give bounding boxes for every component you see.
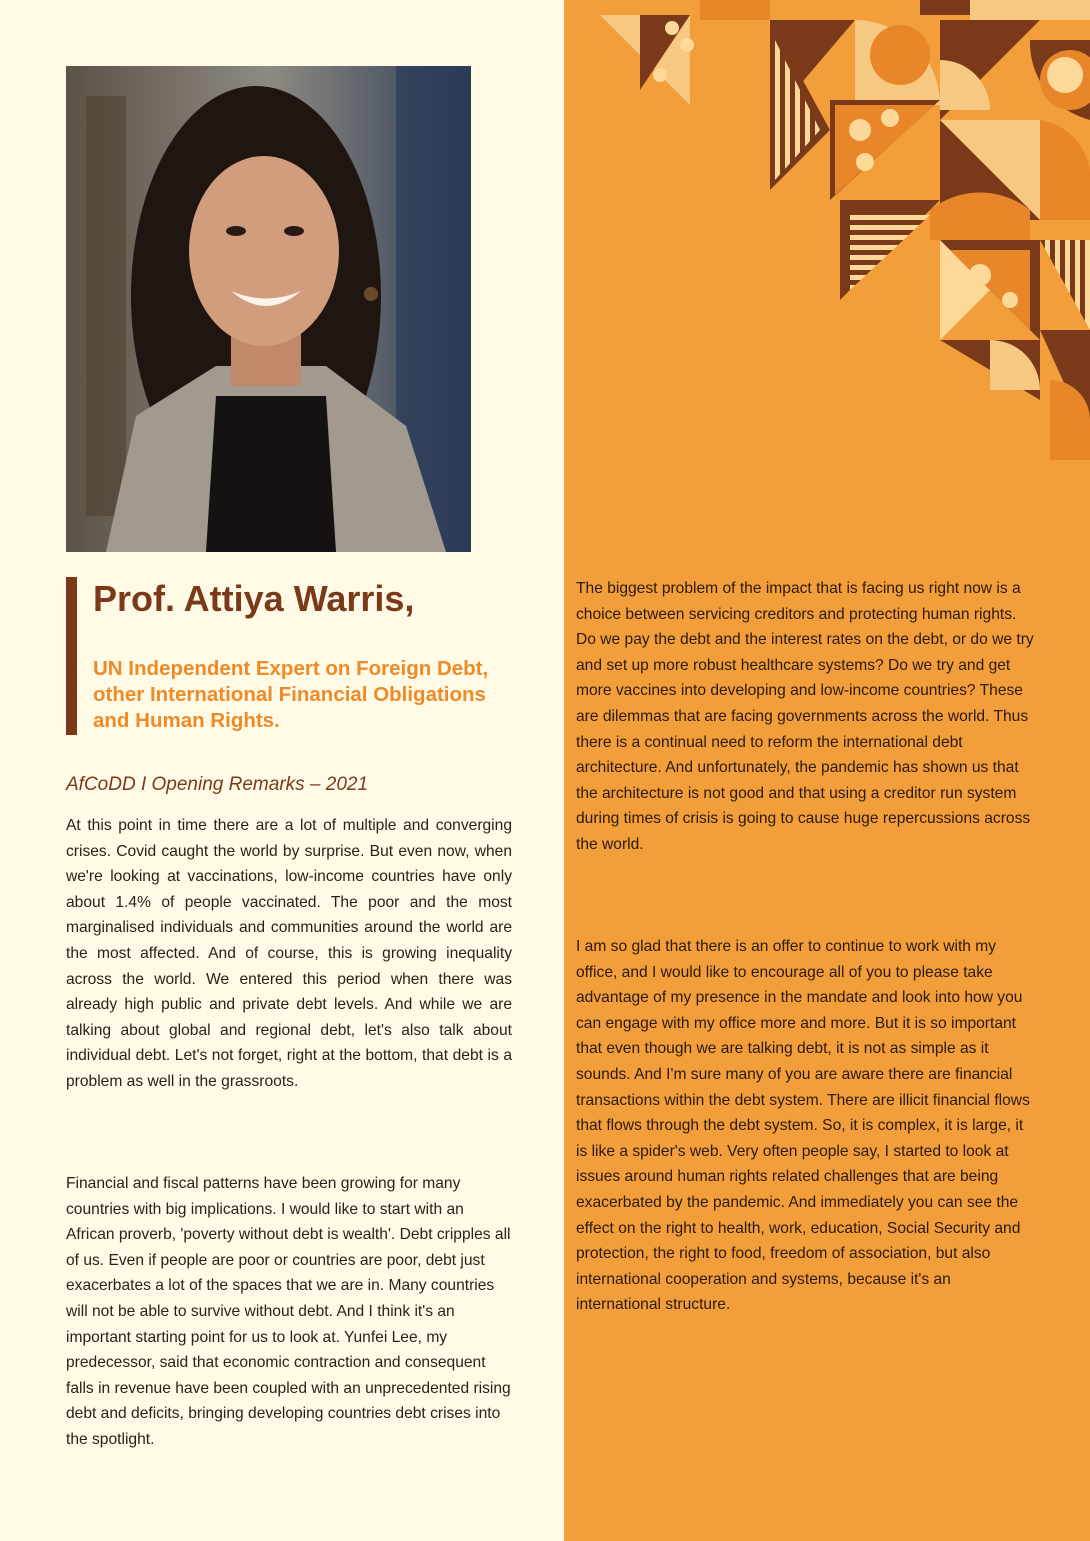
right-paragraph-2: I am so glad that there is an offer to continue to work with my office, and I would like to encourage all of you to please take advantage of my presence in the mandate and look into how you can engage with my office more and more. But it is so important that even though we are talking debt, it is not as simple as it sounds. And I'm sure many of you are aware there are financial transactions within the debt system. There are illicit financial flows that flows through the debt system. So, it is complex, it is large, it is like a spider's web. Very often people say, I started to look at issues around human rights related challenges that are being exacerbated by the pandemic. And immediately you can see the effect on the right to health, work, education, Social Security and protection, the right to food, freedom of association, but also international cooperation and systems, because it's an international structure. <box>576 938 1030 1314</box>
geometric-pattern-decoration <box>600 0 1090 460</box>
right-paragraph-1: The biggest problem of the impact that is facing us right now is a choice between servicing creditors and protecting human rights. Do we pay the debt and the interest rates on the debt, or do we try and set up more robust healthcare systems? Do we try and get more vaccines into developing and low-income countries? These are dilemmas that are facing governments across the world. Thus there is a continual need to reform the international debt architecture. And unfortunately, the pandemic has shown us that the architecture is not good and that using a creditor run system during times of crisis is going to cause huge repercussions across the world. <box>576 580 1034 853</box>
portrait-photo <box>66 66 471 552</box>
left-paragraph-2: Financial and fiscal patterns have been growing for many countries with big implications. I would like to start with an African proverb, 'poverty without debt is wealth'. Debt cripples all of us. Even if people are poor or countries are poor, debt just exacerbates a lot of the spaces that we are in. Many countries will not be able to survive without debt. And I think it's an important starting point for us to look at. Yunfei Lee, my predecessor, said that economic contraction and consequent falls in revenue have been coupled with an unprecedented rising debt and deficits, bringing developing countries debt crises into the spotlight. <box>66 1175 511 1448</box>
heading-accent-bar <box>66 577 77 735</box>
left-paragraph-1: At this point in time there are a lot of multiple and converging crises. Covid caught the world by surprise. But even now, when we're looking at vaccinations, low-income countries have only about 1.4% of people vaccinated. The poor and the most marginalised individuals and communities around the world are the most affected. And of course, this is growing inequality across the world. We entered this period when there was already high public and private debt levels. And while we are talking about global and regional debt, let's also talk about individual debt. Let's not forget, right at the bottom, that debt is a problem as well in the grassroots. <box>66 817 512 1090</box>
speaker-name: Prof. Attiya Warris, <box>93 578 415 619</box>
event-subtitle: AfCoDD I Opening Remarks – 2021 <box>66 774 369 795</box>
speaker-role: UN Independent Expert on Foreign Debt, other International Financial Obligations and Human Rights. <box>93 657 489 732</box>
